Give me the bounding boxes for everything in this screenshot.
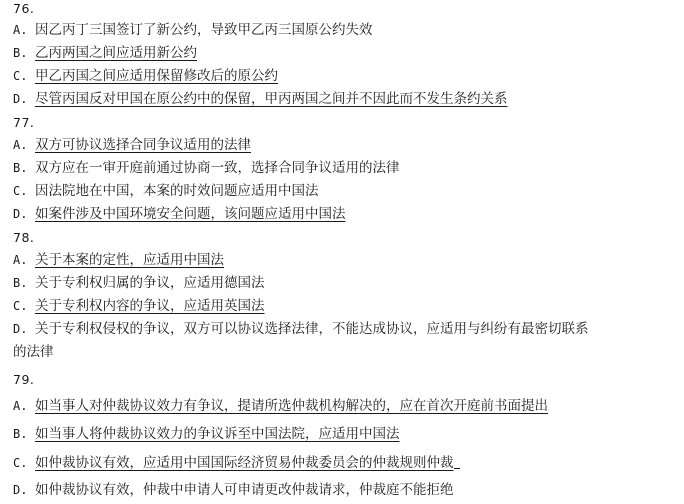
option-letter: B. [13, 427, 28, 441]
option-row [13, 157, 400, 180]
question-number: 76. [13, 1, 35, 16]
option-row [13, 180, 319, 203]
option-row [13, 479, 454, 502]
option-row [13, 65, 278, 88]
option-letter: A. [13, 23, 28, 37]
option-row [13, 318, 589, 341]
option-letter: B. [13, 46, 28, 60]
option-text-underlined: 尽管丙国反对甲国在原公约中的保留，甲丙两国之间并不因此而不发生条约关系 [35, 91, 508, 107]
option-letter: A. [13, 253, 28, 267]
question-number: 78. [13, 230, 35, 245]
option-letter: B. [13, 161, 28, 175]
option-text: 关于专利权侵权的争议，双方可以协议选择法律，不能达成协议，应适用与纠纷有最密切联系 [35, 321, 589, 337]
option-text-underlined: 甲乙丙国之间应适用保留修改后的原公约 [35, 68, 278, 84]
option-letter: A. [13, 399, 28, 413]
option-continuation: 的法律 [13, 344, 54, 360]
option-text-underlined: 如当事人将仲裁协议效力的争议诉至中国法院，应适用中国法 [35, 426, 400, 442]
option-row [13, 42, 197, 65]
option-letter: C. [13, 184, 28, 198]
option-letter: C. [13, 69, 28, 83]
option-row [13, 423, 400, 446]
option-letter: C. [13, 456, 28, 470]
option-row [13, 295, 265, 318]
option-text-underlined: 如当事人对仲裁协议效力有争议，提请所选仲裁机构解决的，应在首次开庭前书面提出 [35, 398, 548, 414]
option-letter: C. [13, 299, 28, 313]
option-text: 因乙丙丁三国签订了新公约，导致甲乙丙三国原公约失效 [35, 22, 373, 38]
option-row [13, 452, 460, 475]
question-number: 79. [13, 372, 35, 387]
option-row [13, 19, 373, 42]
option-letter: D. [13, 322, 28, 336]
option-text-underlined: 关于专利权内容的争议，应适用英国法 [35, 298, 265, 314]
option-letter: D. [13, 207, 28, 221]
option-text-underlined: 关于本案的定性，应适用中国法 [35, 252, 224, 268]
option-text-underlined: 双方可协议选择合同争议适用的法律 [35, 137, 251, 153]
option-letter: B. [13, 276, 28, 290]
option-row [13, 395, 548, 418]
option-letter: A. [13, 138, 28, 152]
answer-document [13, 0, 681, 504]
option-text-underlined: 乙丙两国之间应适用新公约 [35, 45, 197, 61]
option-row [13, 88, 508, 111]
option-text: 因法院地在中国，本案的时效问题应适用中国法 [35, 183, 319, 199]
option-text: 关于专利权归属的争议，应适用德国法 [35, 275, 265, 291]
question-number: 77. [13, 115, 35, 130]
option-row [13, 249, 224, 272]
option-letter: D. [13, 92, 28, 106]
option-row [13, 203, 346, 226]
option-row [13, 272, 265, 295]
option-row [13, 134, 251, 157]
option-letter: D. [13, 483, 28, 497]
option-text-underlined: 如案件涉及中国环境安全问题，该问题应适用中国法 [35, 206, 346, 222]
option-text-underlined: 如仲裁协议有效，应适用中国国际经济贸易仲裁委员会的仲裁规则仲裁 [35, 455, 454, 471]
option-text: 如仲裁协议有效，仲裁中申请人可申请更改仲裁请求，仲裁庭不能拒绝 [35, 482, 454, 498]
option-text: 双方应在一审开庭前通过协商一致，选择合同争议适用的法律 [35, 160, 400, 176]
underline-tail [454, 454, 460, 469]
